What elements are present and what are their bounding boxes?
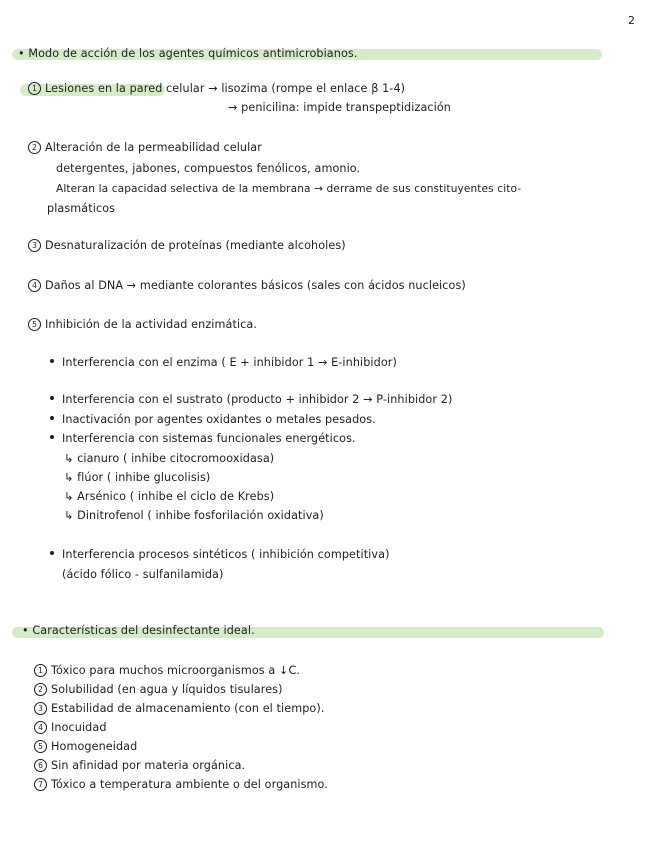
item-2-line-2: detergentes, jabones, compuestos fenólicos, amonio. xyxy=(56,162,361,175)
ideal-item-6 xyxy=(34,759,245,772)
item-text: Tóxico para muchos microorganismos a ↓C. xyxy=(51,664,301,677)
bullet-text: Interferencia con sistemas funcionales energéticos. xyxy=(62,432,356,445)
bullet-icon xyxy=(50,396,54,400)
item-number: 1 xyxy=(34,664,47,677)
bullet-synthetic xyxy=(50,548,390,561)
ideal-item-5 xyxy=(34,740,137,753)
item-number: 3 xyxy=(28,239,41,252)
sub-dinitrophenol: ↳ Dinitrofenol ( inhibe fosforilación oxidativa) xyxy=(64,509,324,522)
item-number: 6 xyxy=(34,759,47,772)
item-text: Alteración de la permeabilidad celular xyxy=(45,141,262,154)
section-title-ideal-disinfectant: • Características del desinfectante ideal. xyxy=(22,624,255,637)
bullet-text: Interferencia con el sustrato (producto + inhibidor 2 → P-inhibidor 2) xyxy=(62,393,453,406)
ideal-item-3 xyxy=(34,702,324,715)
item-2-line-4: plasmáticos xyxy=(47,202,116,215)
item-text: Estabilidad de almacenamiento (con el tiempo). xyxy=(51,702,325,715)
item-text: Inocuidad xyxy=(51,721,107,734)
item-text: Homogeneidad xyxy=(51,740,138,753)
item-2-line-3: Alteran la capacidad selectiva de la membrana → derrame de sus constituyentes cito- xyxy=(56,183,522,195)
item-number: 2 xyxy=(28,141,41,154)
item-text: Sin afinidad por materia orgánica. xyxy=(51,759,246,772)
bullet-text: Interferencia procesos sintéticos ( inhibición competitiva) xyxy=(62,548,390,561)
item-number: 4 xyxy=(34,721,47,734)
item-text: Solubilidad (en agua y líquidos tisulares) xyxy=(51,683,283,696)
ideal-item-2 xyxy=(34,683,283,696)
item-text: Daños al DNA → mediante colorantes básicos (sales con ácidos nucleicos) xyxy=(45,279,466,292)
bullet-text: Inactivación por agentes oxidantes o metales pesados. xyxy=(62,413,376,426)
item-2 xyxy=(28,141,262,154)
bullet-icon xyxy=(50,416,54,420)
item-text: Desnaturalización de proteínas (mediante alcoholes) xyxy=(45,239,346,252)
ideal-item-4 xyxy=(34,721,107,734)
bullet-icon xyxy=(50,435,54,439)
item-text: Lesiones en la pared celular → lisozima (rompe el enlace β 1-4) xyxy=(45,82,406,95)
ideal-item-1 xyxy=(34,664,300,677)
bullet-icon xyxy=(50,359,54,363)
item-number: 5 xyxy=(28,318,41,331)
sub-fluor: ↳ flúor ( inhibe glucolisis) xyxy=(64,471,211,484)
item-1 xyxy=(28,82,405,95)
bullet-oxidizing xyxy=(50,413,376,426)
section-title-antimicrobial-action: • Modo de acción de los agentes químicos antimicrobianos. xyxy=(18,47,358,60)
item-number: 5 xyxy=(34,740,47,753)
item-5 xyxy=(28,318,257,331)
item-4 xyxy=(28,279,466,292)
item-1-line-2: → penicilina: impide transpeptidización xyxy=(228,101,451,114)
item-number: 7 xyxy=(34,778,47,791)
bullet-enzyme xyxy=(50,356,397,369)
bullet-text: Interferencia con el enzima ( E + inhibidor 1 → E-inhibidor) xyxy=(62,356,397,369)
item-number: 4 xyxy=(28,279,41,292)
bullet-icon xyxy=(50,551,54,555)
bullet-synthetic-sub: (ácido fólico - sulfanilamida) xyxy=(62,568,224,581)
sub-cyanide: ↳ cianuro ( inhibe citocromooxidasa) xyxy=(64,452,275,465)
item-number: 3 xyxy=(34,702,47,715)
item-3 xyxy=(28,239,346,252)
sub-arsenic: ↳ Arsénico ( inhibe el ciclo de Krebs) xyxy=(64,490,275,503)
item-number: 1 xyxy=(28,82,41,95)
bullet-substrate xyxy=(50,393,452,406)
item-text: Inhibición de la actividad enzimática. xyxy=(45,318,258,331)
item-text: Tóxico a temperatura ambiente o del organismo. xyxy=(51,778,328,791)
ideal-item-7 xyxy=(34,778,328,791)
bullet-energy xyxy=(50,432,356,445)
item-number: 2 xyxy=(34,683,47,696)
page-number: 2 xyxy=(628,14,635,27)
